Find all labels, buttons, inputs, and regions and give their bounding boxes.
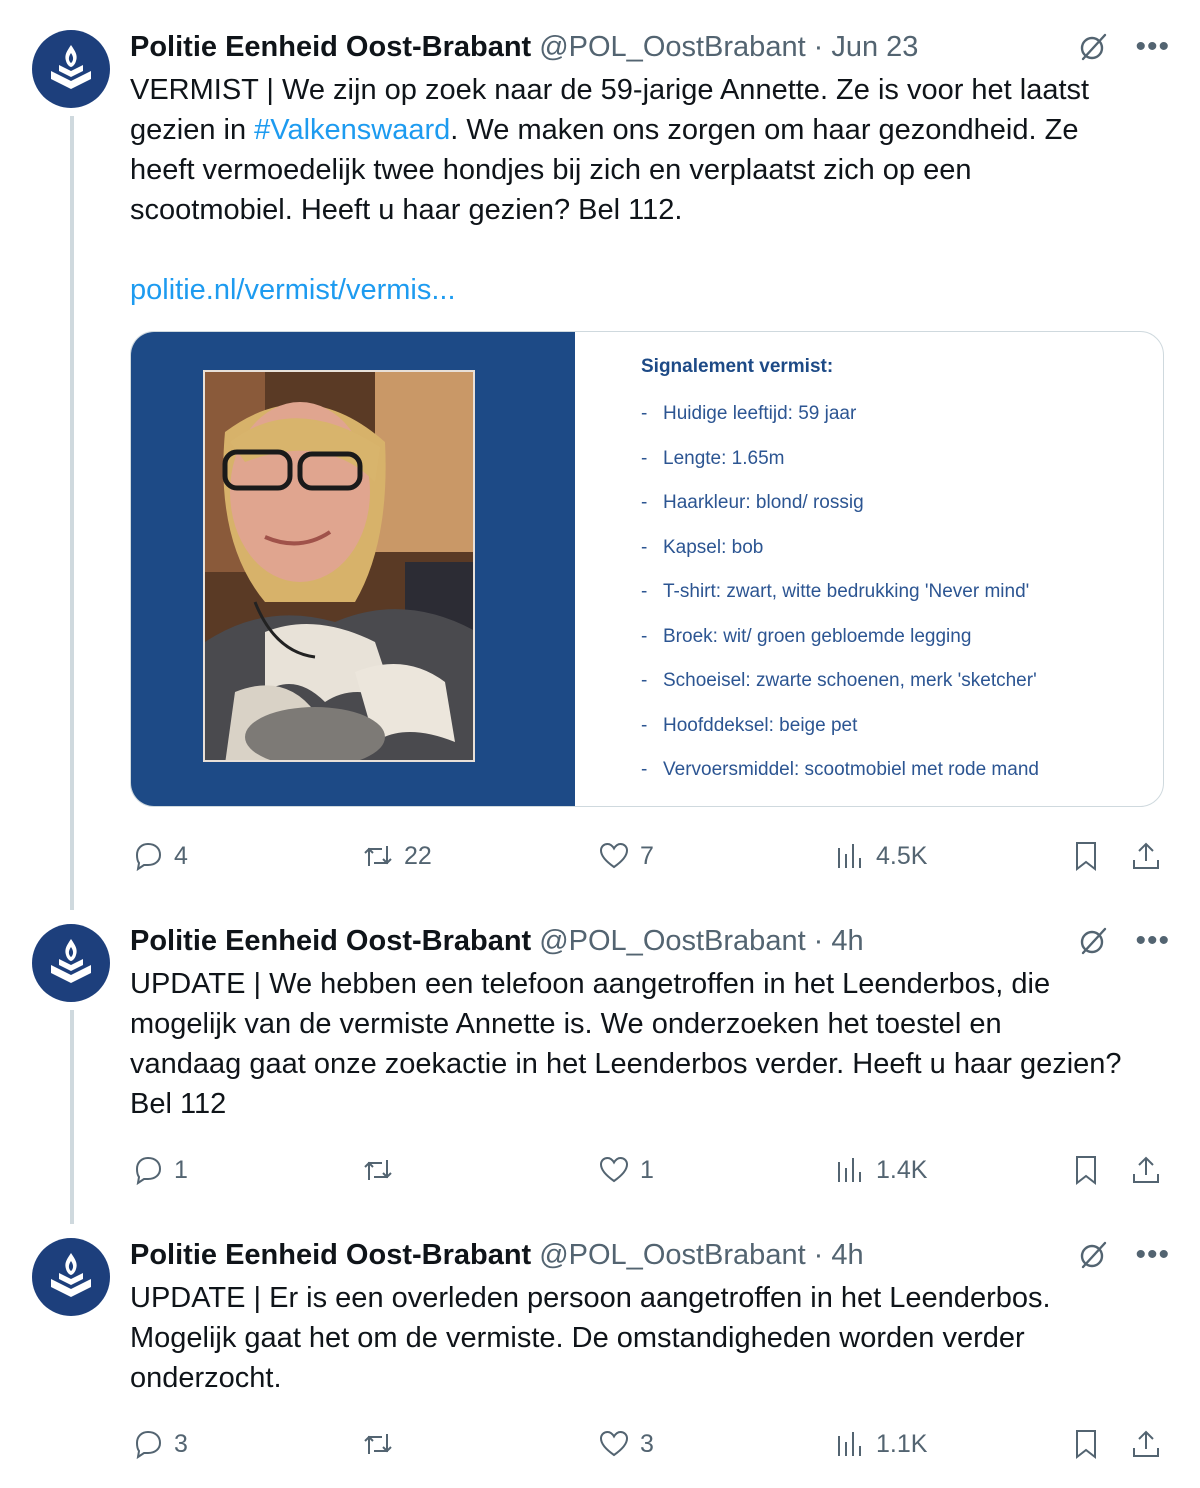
more-options-icon[interactable]: ••• [1135, 30, 1170, 63]
heart-icon [598, 1428, 630, 1460]
avatar[interactable] [32, 1238, 110, 1316]
tweet-header [130, 1238, 1170, 1272]
list-item: - Vervoersmiddel: scootmobiel met rode mand [641, 759, 1039, 780]
reply-button[interactable] [132, 1424, 188, 1464]
police-logo-icon [45, 41, 97, 97]
police-logo-icon [45, 935, 97, 991]
repost-button[interactable] [362, 1150, 404, 1190]
views-button[interactable] [834, 836, 927, 876]
list-item: - T-shirt: zwart, witte bedrukking 'Never mind' [641, 581, 1030, 602]
display-name[interactable]: Politie Eenheid Oost-Brabant [130, 31, 532, 63]
bookmark-icon [1070, 1154, 1102, 1186]
user-handle[interactable]: @POL_OostBrabant [539, 1239, 806, 1271]
like-button[interactable] [598, 836, 654, 876]
separator-dot: · [813, 925, 824, 957]
reply-count: 3 [174, 1429, 188, 1458]
bookmark-button[interactable] [1070, 1150, 1102, 1190]
grok-icon[interactable] [1077, 925, 1109, 957]
like-count: 1 [640, 1155, 654, 1184]
share-button[interactable] [1130, 1150, 1162, 1190]
reply-button[interactable] [132, 836, 188, 876]
description-title: Signalement vermist: [641, 356, 834, 377]
reply-button[interactable] [132, 1150, 188, 1190]
display-name[interactable]: Politie Eenheid Oost-Brabant [130, 1239, 532, 1271]
heart-icon [598, 1154, 630, 1186]
reply-count: 1 [174, 1155, 188, 1184]
user-handle[interactable]: @POL_OostBrabant [539, 31, 806, 63]
separator-dot: · [813, 31, 824, 63]
police-logo-icon [45, 1249, 97, 1305]
bookmark-button[interactable] [1070, 1424, 1102, 1464]
timestamp[interactable]: Jun 23 [831, 31, 919, 63]
share-button[interactable] [1130, 836, 1162, 876]
reply-count: 4 [174, 841, 188, 870]
tweet-text [130, 70, 1170, 230]
hashtag-link[interactable]: #Valkenswaard [254, 114, 451, 146]
avatar[interactable] [32, 30, 110, 108]
list-item: - Lengte: 1.65m [641, 447, 785, 469]
list-item: - Broek: wit/ groen gebloemde legging [641, 625, 972, 647]
repost-count: 22 [404, 841, 432, 870]
tweet-2[interactable] [0, 924, 1200, 1204]
tweet-text-part: VERMIST | We zijn op zoek naar de 59-jarige Annette. Ze is voor het laatst gezien in [130, 74, 1090, 146]
bookmark-button[interactable] [1070, 836, 1102, 876]
views-icon [834, 1154, 866, 1186]
action-bar [130, 1424, 1170, 1464]
like-button[interactable] [598, 1150, 654, 1190]
list-item: - Hoofddeksel: beige pet [641, 714, 858, 736]
reply-icon [132, 840, 164, 872]
tweet-3[interactable] [0, 1238, 1200, 1478]
view-count: 4.5K [876, 841, 928, 870]
tweet-header [130, 30, 1170, 64]
description-panel [641, 352, 1141, 793]
view-count: 1.1K [876, 1429, 928, 1458]
views-button[interactable] [834, 1424, 927, 1464]
list-item: - Schoeisel: zwarte schoenen, merk 'sketcher' [641, 670, 1037, 691]
card-blue-panel [131, 332, 575, 807]
repost-icon [362, 1154, 394, 1186]
timestamp[interactable]: 4h [831, 1239, 864, 1271]
bookmark-icon [1070, 1428, 1102, 1460]
more-options-icon[interactable]: ••• [1135, 924, 1170, 957]
repost-button[interactable] [362, 1424, 404, 1464]
views-icon [834, 840, 866, 872]
view-count: 1.4K [876, 1155, 928, 1184]
grok-icon[interactable] [1077, 31, 1109, 63]
tweet-text-part: . We maken ons zorgen om haar gezondheid. Ze heeft vermoedelijk twee hondjes bij zich en verplaatst zich op een scootmobiel. Heeft u haar gezien? Bel 112. [130, 114, 1079, 226]
timestamp[interactable]: 4h [831, 925, 864, 957]
tweet-text: UPDATE | We hebben een telefoon aangetroffen in het Leenderbos, die mogelijk van de vermiste Annette is. We onderzoeken het toestel en vandaag gaat onze zoekactie in het Leenderbos verder. Heeft u haar gezien? Bel 112 [130, 968, 1122, 1120]
user-handle[interactable]: @POL_OostBrabant [539, 925, 806, 957]
like-count: 3 [640, 1429, 654, 1458]
views-button[interactable] [834, 1150, 927, 1190]
separator-dot: · [813, 1239, 824, 1271]
tweet-1[interactable] [0, 30, 1200, 890]
action-bar [130, 1150, 1170, 1190]
views-icon [834, 1428, 866, 1460]
tweet-header [130, 924, 1170, 958]
avatar[interactable] [32, 924, 110, 1002]
repost-button[interactable] [362, 836, 432, 876]
list-item: - Huidige leeftijd: 59 jaar [641, 403, 857, 424]
grok-icon[interactable] [1077, 1239, 1109, 1271]
like-count: 7 [640, 841, 654, 870]
external-link[interactable]: politie.nl/vermist/vermis... [130, 274, 456, 306]
media-card[interactable] [130, 331, 1164, 807]
tweet-text: UPDATE | Er is een overleden persoon aangetroffen in het Leenderbos. Mogelijk gaat het om de vermiste. De omstandigheden worden verder onderzocht. [130, 1282, 1051, 1394]
display-name[interactable]: Politie Eenheid Oost-Brabant [130, 925, 532, 957]
list-item: - Kapsel: bob [641, 536, 764, 558]
share-icon [1130, 840, 1162, 872]
heart-icon [598, 840, 630, 872]
bookmark-icon [1070, 840, 1102, 872]
like-button[interactable] [598, 1424, 654, 1464]
repost-icon [362, 1428, 394, 1460]
more-options-icon[interactable]: ••• [1135, 1238, 1170, 1271]
reply-icon [132, 1154, 164, 1186]
missing-person-photo[interactable] [203, 370, 475, 762]
share-icon [1130, 1154, 1162, 1186]
action-bar [130, 836, 1170, 876]
repost-icon [362, 840, 394, 872]
reply-icon [132, 1428, 164, 1460]
description-list [641, 392, 1141, 793]
list-item: - Haarkleur: blond/ rossig [641, 492, 864, 513]
share-button[interactable] [1130, 1424, 1162, 1464]
share-icon [1130, 1428, 1162, 1460]
